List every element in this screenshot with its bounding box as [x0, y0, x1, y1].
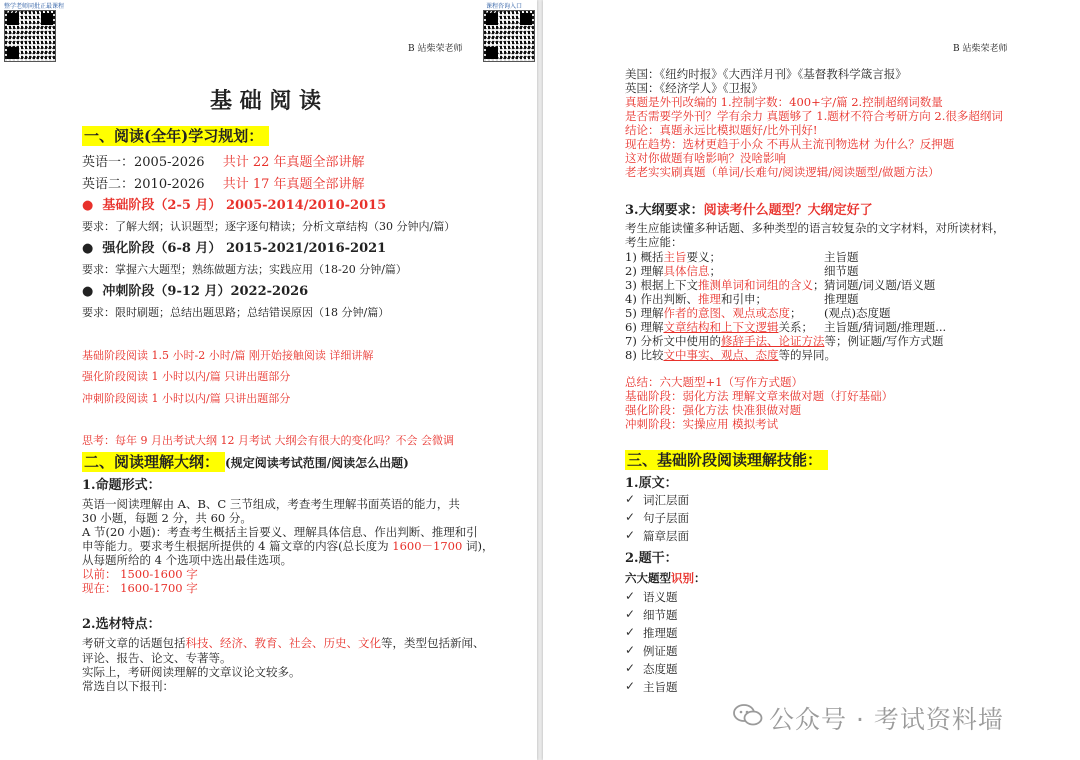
note-5: 这对你做题有啥影响？没啥影响: [625, 151, 786, 165]
original-text-heading: 1.原文：: [625, 476, 678, 491]
stage-basic: ● 基础阶段（2-5 月） 2005-2014/2010-2015: [82, 198, 387, 213]
stage-sprint-requirement: 要求：限时刷题；总结出题思路；总结错误原因（18 分钟/篇）: [82, 306, 390, 319]
form-para-1a: 英语一阅读理解由 A、B、C 三节组成，考查考生理解书面英语的能力，共: [82, 497, 460, 511]
six-types-heading: 六大题型识别：: [625, 571, 706, 585]
plan-sprint: 冲刺阶段阅读 1 小时以内/篇 只讲出题部分: [82, 392, 291, 405]
qr-code-right[interactable]: [483, 10, 535, 62]
question-type-item: 主旨题: [643, 680, 678, 694]
form-heading: 1.命题形式：: [82, 478, 161, 493]
section-2-heading: 二、阅读理解大纲： (规定阅读考试范围/阅读怎么出题): [84, 453, 409, 471]
english2-range: 英语二：2010-2026 共计 17 年真题全部讲解: [82, 177, 365, 192]
checkmark-icon: ✓: [625, 589, 636, 603]
note-3: 结论：真题永远比模拟题好/比外刊好!: [625, 123, 818, 137]
question-type-item: 细节题: [643, 608, 678, 622]
plan-basic: 基础阶段阅读 1.5 小时-2 小时/篇 刚开始接触阅读 详细讲解: [82, 349, 374, 362]
requirement-type: 细节题: [824, 264, 859, 278]
stage-sprint: ● 冲刺阶段（9-12 月）2022-2026: [82, 284, 309, 299]
watermark: 公众号 · 考试资料墙: [769, 705, 1004, 734]
material-para-4: 常选自以下报刊：: [82, 679, 174, 693]
author: B 站柴荣老师: [408, 44, 463, 54]
requirement-type: 主旨题/猜词题/推理题...: [824, 320, 947, 334]
stage-strengthen-requirement: 要求：掌握六大题型；熟练做题方法；实践应用（18-20 分钟/篇）: [82, 263, 407, 276]
summary-2: 基础阶段：弱化方法 理解文章来做对题（打好基础）: [625, 389, 894, 403]
english1-range: 英语一：2005-2026 共计 22 年真题全部讲解: [82, 155, 365, 170]
requirement-item: 3) 根据上下文推测单词和词组的含义；: [625, 278, 825, 292]
checkmark-icon: ✓: [625, 661, 636, 675]
checkmark-icon: ✓: [625, 492, 636, 506]
summary-3: 强化阶段：强化方法 快准狠做对题: [625, 403, 802, 417]
right-page: [543, 0, 1080, 760]
note-2: 是否需要学外刊？学有余力 真题够了 1.题材不符合考研方向 2.很多超纲词: [625, 109, 1003, 123]
question-type-item: 推理题: [643, 626, 678, 640]
material-para-2: 评论、报告、论文、专著等。: [82, 651, 232, 665]
question-type-item: 态度题: [643, 662, 678, 676]
left-page: [0, 0, 537, 760]
length-before: 以前： 1500-1600 字: [82, 567, 198, 581]
plan-strengthen: 强化阶段阅读 1 小时以内/篇 只讲出题部分: [82, 370, 291, 383]
qr-code-left[interactable]: [4, 10, 56, 62]
stage-strengthen: ● 强化阶段（6-8 月） 2015-2021/2016-2021: [82, 241, 387, 256]
author: B 站柴荣老师: [953, 44, 1008, 54]
question-type-item: 例证题: [643, 644, 678, 658]
think-note: 思考：每年 9 月出考试大纲 12 月考试 大纲会有很大的变化吗？不会 会微调: [82, 434, 454, 447]
qr-left-label: 整学老师同批正最课程: [4, 3, 65, 10]
requirement-type: 猜词题/词义题/语义题: [824, 278, 936, 292]
section-1-heading: 一、阅读(全年)学习规划：: [82, 125, 269, 146]
note-6: 老老实实刷真题（单词/长难句/阅读逻辑/阅读题型/做题方法）: [625, 165, 940, 179]
page-title: 基 础 阅 读: [210, 88, 321, 114]
checkmark-icon: ✓: [625, 510, 636, 524]
checkmark-icon: ✓: [625, 607, 636, 621]
requirement-item: 8) 比较文中事实、观点、态度等的异同。: [625, 348, 836, 362]
checkmark-icon: ✓: [625, 679, 636, 693]
requirement-type: 推理题: [824, 292, 859, 306]
section-3-heading: 三、基础阶段阅读理解技能：: [625, 449, 828, 470]
material-heading: 2.选材特点：: [82, 617, 161, 632]
requirement-item: 1) 概括主旨要义；: [625, 250, 721, 264]
requirement-item: 7) 分析文中使用的修辞手法、论证方法等；例证题/写作方式题: [625, 334, 944, 348]
requirement-type: (观点)态度题: [824, 306, 891, 320]
requirement-item: 4) 作出判断、推理和引申；: [625, 292, 767, 306]
wechat-icon: [733, 704, 763, 726]
syllabus-intro-a: 考生应能读懂多种话题、多种类型的语言较复杂的文字材料，对所读材料，: [625, 221, 1005, 235]
length-now: 现在： 1600-1700 字: [82, 581, 198, 595]
form-para-2b: 申等能力。要求考生根据所提供的 4 篇文章的内容(总长度为 1600－1700 词)，: [82, 539, 494, 553]
requirement-type: 主旨题: [824, 250, 859, 264]
material-para-1: 考研文章的话题包括科技、经济、教育、社会、历史、文化等，类型包括新闻、: [82, 636, 485, 650]
requirement-item: 6) 理解文章结构和上下文逻辑关系；: [625, 320, 813, 334]
summary-1: 总结：六大题型+1（写作方式题）: [625, 375, 803, 389]
form-para-2a: A 节(20 小题)：考查考生概括主旨要义、理解具体信息、作出判断、推理和引: [82, 525, 478, 539]
original-text-item: 词汇层面: [643, 493, 689, 507]
form-para-1b: 30 小题，每题 2 分，共 60 分。: [82, 511, 252, 525]
checkmark-icon: ✓: [625, 528, 636, 542]
question-type-item: 语义题: [643, 590, 678, 604]
summary-4: 冲刺阶段：实操应用 模拟考试: [625, 417, 779, 431]
us-newspapers: 美国：《纽约时报》《大西洋月刊》《基督教科学箴言报》: [625, 67, 907, 81]
checkmark-icon: ✓: [625, 643, 636, 657]
checkmark-icon: ✓: [625, 625, 636, 639]
requirement-item: 5) 理解作者的意图、观点或态度；: [625, 306, 802, 320]
requirement-item: 2) 理解具体信息；: [625, 264, 721, 278]
qr-right-label: 课程咨询入口: [486, 3, 523, 10]
uk-newspapers: 英国：《经济学人》《卫报》: [625, 81, 763, 95]
syllabus-heading: 3.大纲要求：阅读考什么题型？大纲定好了: [625, 203, 873, 218]
original-text-item: 句子层面: [643, 511, 689, 525]
form-para-2c: 从每题所给的 4 个选项中选出最佳选项。: [82, 553, 293, 567]
stage-basic-requirement: 要求：了解大纲；认识题型；逐字逐句精读；分析文章结构（30 分钟内/篇）: [82, 220, 456, 233]
original-text-item: 篇章层面: [643, 529, 689, 543]
syllabus-intro-b: 考生应能：: [625, 235, 683, 249]
material-para-3: 实际上，考研阅读理解的文章议论文较多。: [82, 665, 301, 679]
note-4: 现在趋势：选材更趋于小众 不再从主流刊物选材 为什么？反押题: [625, 137, 955, 151]
note-1: 真题是外刊改编的 1.控制字数：400+字/篇 2.控制超纲词数量: [625, 95, 943, 109]
question-stem-heading: 2.题干：: [625, 551, 678, 566]
